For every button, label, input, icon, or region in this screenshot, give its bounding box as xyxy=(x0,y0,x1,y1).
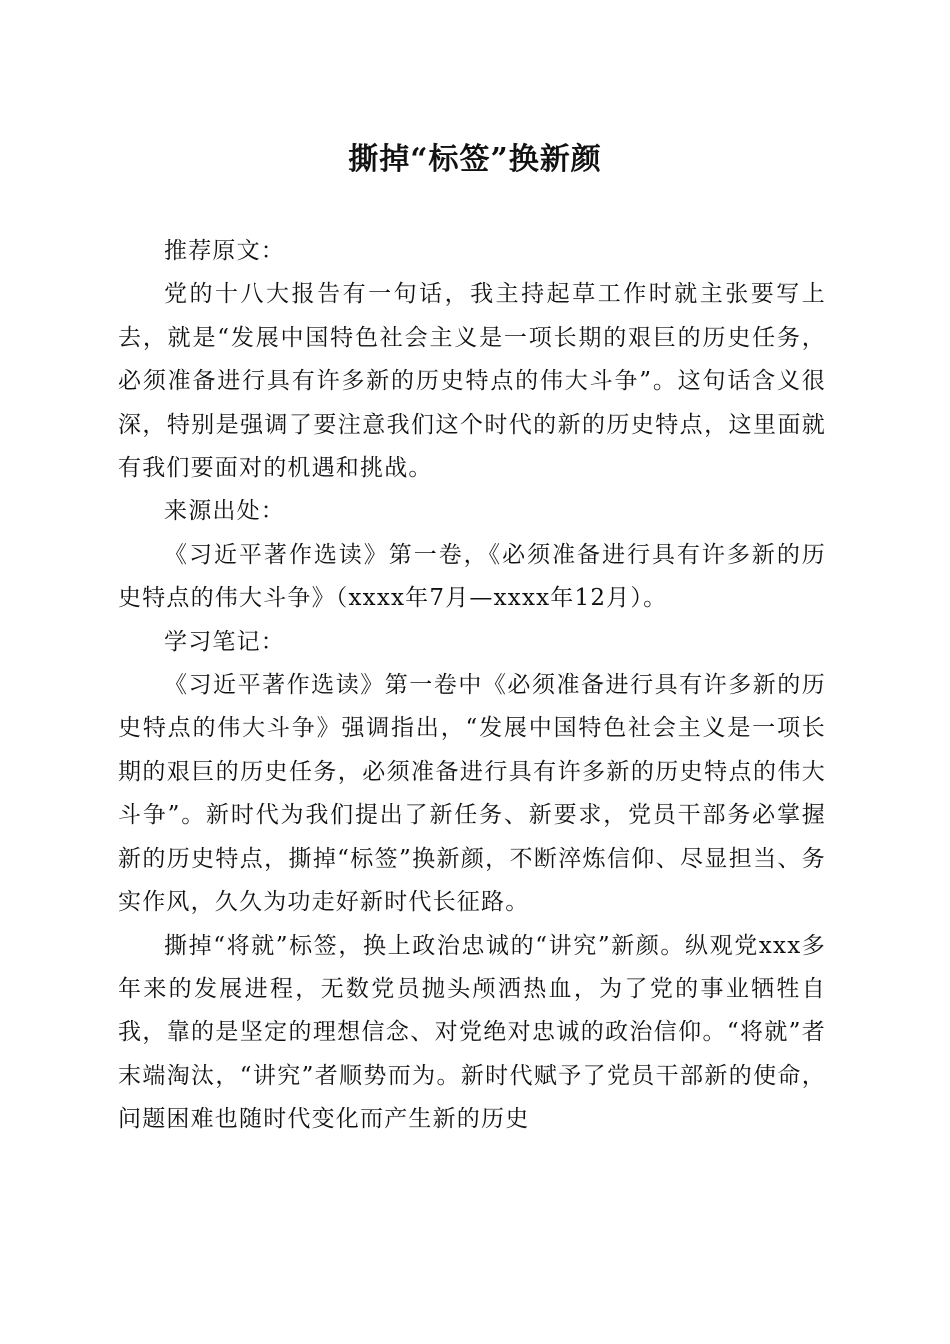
heading-study-notes: 学习笔记： xyxy=(164,628,285,655)
paragraph-body: 撕掉“将就”标签，换上政治忠诚的“讲究”新颜。纵观党xxx多年来的发展进程，无数党员抛头颅洒热血，为了党的事业牺牲自我，靠的是坚定的理想信念、对党绝对忠诚的政治信仰。“将就”者末端淘汰，“讲究”者顺势而为。新时代赋予了党员干部新的使命，问题困难也随时代变化而产生新的历史 xyxy=(118,932,826,1133)
paragraph-source: 《习近平著作选读》第一卷，《必须准备进行具有许多新的历史特点的伟大斗争》（xxxx年7月—xxxx年12月）。 xyxy=(118,541,826,612)
paragraph-original-quote: 党的十八大报告有一句话，我主持起草工作时就主张要写上去，就是“发展中国特色社会主义是一项长期的艰巨的历史任务，必须准备进行具有许多新的历史特点的伟大斗争”。这句话含义很深，特别是强调了要注意我们这个时代的新的历史特点，这里面就有我们要面对的机遇和挑战。 xyxy=(118,281,826,482)
document-title: 撕掉“标签”换新颜 xyxy=(348,142,602,177)
heading-recommended-text: 推荐原文： xyxy=(164,238,285,264)
paragraph-study-notes: 《习近平著作选读》第一卷中《必须准备进行具有许多新的历史特点的伟大斗争》强调指出，“发展中国特色社会主义是一项长期的艰巨的历史任务，必须准备进行具有许多新的历史特点的伟大斗争”。新时代为我们提出了新任务、新要求，党员干部务必掌握新的历史特点，撕掉“标签”换新颜，不断淬炼信仰、尽显担当、务实作风，久久为功走好新时代长征路。 xyxy=(118,672,826,916)
document-body xyxy=(118,230,826,1142)
heading-source: 来源出处： xyxy=(164,498,285,525)
